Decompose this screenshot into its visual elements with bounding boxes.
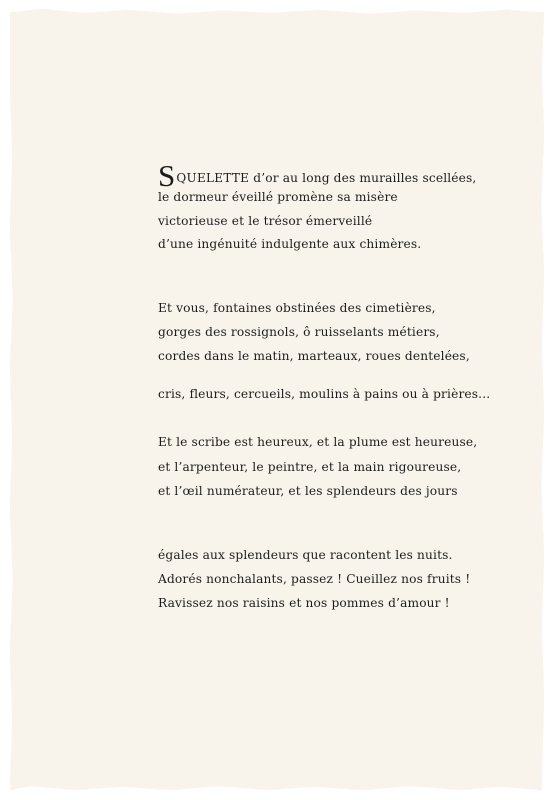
- stanza-1-line-2: le dormeur éveillé promène sa misère: [158, 190, 398, 204]
- stanza-4-line-1: égales aux splendeurs que racontent les nuits.: [158, 548, 453, 562]
- small-caps-word: QUELETTE: [176, 171, 250, 185]
- stanza-2-line-3: cordes dans le matin, marteaux, roues dentelées,: [158, 349, 470, 363]
- stanza-2-line-4: cris, fleurs, cercueils, moulins à pains ou à prières...: [158, 387, 491, 401]
- stanza-2-line-2: gorges des rossignols, ô ruisselants métiers,: [158, 325, 440, 339]
- stanza-4-line-3: Ravissez nos raisins et nos pommes d’amour !: [158, 596, 450, 610]
- stanza-1-line-3: victorieuse et le trésor émerveillé: [158, 214, 373, 228]
- line-text: d’or au long des murailles scellées,: [249, 171, 477, 185]
- stanza-1-line-1: [158, 160, 476, 191]
- stanza-3-line-1: Et le scribe est heureux, et la plume est heureuse,: [158, 435, 478, 449]
- stanza-3-line-3: et l’œil numérateur, et les splendeurs des jours: [158, 484, 458, 498]
- stanza-4-line-2: Adorés nonchalants, passez ! Cueillez nos fruits !: [158, 572, 471, 586]
- drop-cap-initial: S: [158, 158, 176, 193]
- stanza-2-line-1: Et vous, fontaines obstinées des cimetières,: [158, 301, 436, 315]
- stanza-1-line-4: d’une ingénuité indulgente aux chimères.: [158, 237, 422, 251]
- stanza-3-line-2: et l’arpenteur, le peintre, et la main rigoureuse,: [158, 460, 462, 474]
